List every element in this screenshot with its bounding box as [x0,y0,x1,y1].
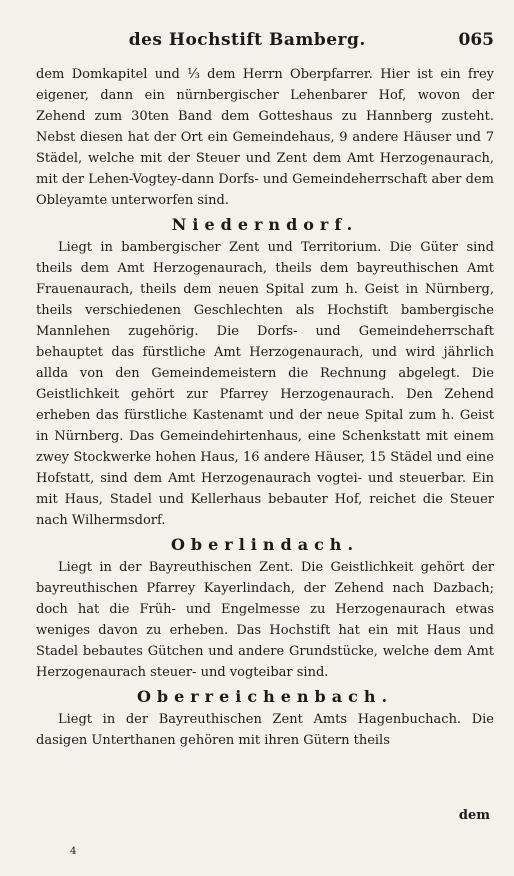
page-number: 065 [458,30,494,50]
paragraph-niederndorf: Liegt in bambergischer Zent und Territorium. Die Güter sind theils dem Amt Herzogenaurach, theils dem bayreuthischen Amt Frauenaurach, theils dem neuen Spital zum h. Geist in Nürnberg, theils verschiedenen Geschlechten als Hochstift bambergische Mannlehen zugehörig. Die Dorfs- und Gemeindeherrschaft behauptet das fürstliche Amt Herzogenaurach, und wird jährlich allda von den Gemeindemeistern die Rechnung abgelegt. Die Geistlichkeit gehört zur Pfarrey Herzogenaurach. Den Zehend erheben das fürstliche Kastenamt und der neue Spital zum h. Geist in Nürnberg. Das Gemeindehirtenhaus, eine Schenkstatt mit einem zwey Stockwerke hohen Haus, 16 andere Häuser, 15 Städel und eine Hofstatt, sind dem Amt Herzogenaurach vogtei- und steuerbar. Ein mit Haus, Stadel und Kellerhaus bebauter Hof, reichet die Steuer nach Wilhermsdorf. [36,240,494,528]
running-head [36,30,494,60]
running-title: des Hochstift Bamberg. [128,30,366,50]
section-heading-oberreichenbach: Oberreichenbach. [136,687,394,706]
section-heading-oberlindach: Oberlindach. [170,535,360,554]
footer-mark: 4 [70,846,77,857]
paragraph-oberreichenbach: Liegt in der Bayreuthischen Zent Amts Hagenbuchach. Die dasigen Unterthanen gehören mit ihren Gütern theils [36,712,494,748]
catchword: dem [458,808,490,823]
paragraph-oberlindach: Liegt in der Bayreuthischen Zent. Die Geistlichkeit gehört der bayreuthischen Pfarrey Kayerlindach, der Zehend nach Dazbach; doch hat die Früh- und Engelmesse zu Herzogenaurach etwas weniges davon zu erheben. Das Hochstift hat ein mit Haus und Stadel bebautes Gütchen und andere Grundstücke, welche dem Amt Herzogenaurach steuer- und vogteibar sind. [36,560,494,680]
paragraph-intro: dem Domkapitel und ⅓ dem Herrn Oberpfarrer. Hier ist ein frey eigener, dann ein nürnbergischer Lehenbarer Hof, wovon der Zehend zum 30ten Band dem Gotteshaus zu Hannberg zusteht. Nebst diesen hat der Ort ein Gemeindehaus, 9 andere Häuser und 7 Städel, welche mit der Steuer und Zent dem Amt Herzogenaurach, mit der Lehen-Vogtey-dann Dorfs- und Gemeindeherrschaft aber dem Obleyamte unterworfen sind. [36,67,494,208]
section-heading-niederndorf: Niederndorf. [171,215,359,234]
